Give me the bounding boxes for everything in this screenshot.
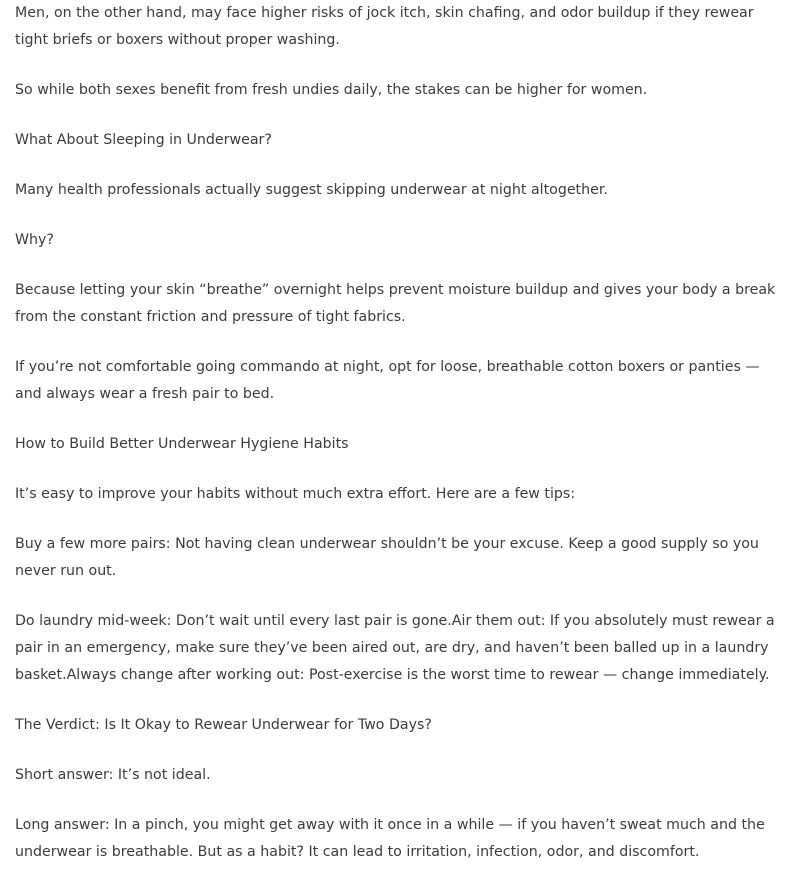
heading-hygiene-habits: How to Build Better Underwear Hygiene Habits [15, 436, 349, 452]
paragraph-skip-at-night: Many health professionals actually suggest skipping underwear at night altogether. [15, 182, 608, 198]
heading-verdict: The Verdict: Is It Okay to Rewear Underwear for Two Days? [15, 717, 432, 733]
paragraph-short-answer: Short answer: It’s not ideal. [15, 767, 211, 783]
paragraph-men-risks: Men, on the other hand, may face higher risks of jock itch, skin chafing, and odor buildup if they rewear tight briefs or boxers without proper washing. [15, 5, 754, 48]
paragraph-skin-breathe: Because letting your skin “breathe” overnight helps prevent moisture buildup and gives your body a break from the constant friction and pressure of tight fabrics. [15, 282, 776, 325]
paragraph-stakes-women: So while both sexes benefit from fresh undies daily, the stakes can be higher for women. [15, 82, 648, 98]
paragraph-long-answer: Long answer: In a pinch, you might get away with it once in a while — if you haven’t sweat much and the underwear is breathable. But as a habit? It can lead to irritation, infection, odor, and discomfort. [15, 817, 765, 860]
heading-sleeping-underwear: What About Sleeping in Underwear? [15, 132, 272, 148]
paragraph-commando: If you’re not comfortable going commando at night, opt for loose, breathable cotton boxers or panties — and always wear a fresh pair to bed. [15, 359, 760, 402]
paragraph-tips-intro: It’s easy to improve your habits without much extra effort. Here are a few tips: [15, 486, 576, 502]
tip-laundry-air-change: Do laundry mid-week: Don’t wait until every last pair is gone.Air them out: If you absolutely must rewear a pair in an emergency, make sure they’ve been aired out, are dry, and haven’t been balled up in a laundry basket.Always change after working out: Post-exercise is the worst time to rewear — change immediately. [15, 613, 775, 683]
paragraph-why: Why? [15, 232, 54, 248]
tip-buy-more-pairs: Buy a few more pairs: Not having clean underwear shouldn’t be your excuse. Keep a good supply so you never run out. [15, 536, 759, 579]
